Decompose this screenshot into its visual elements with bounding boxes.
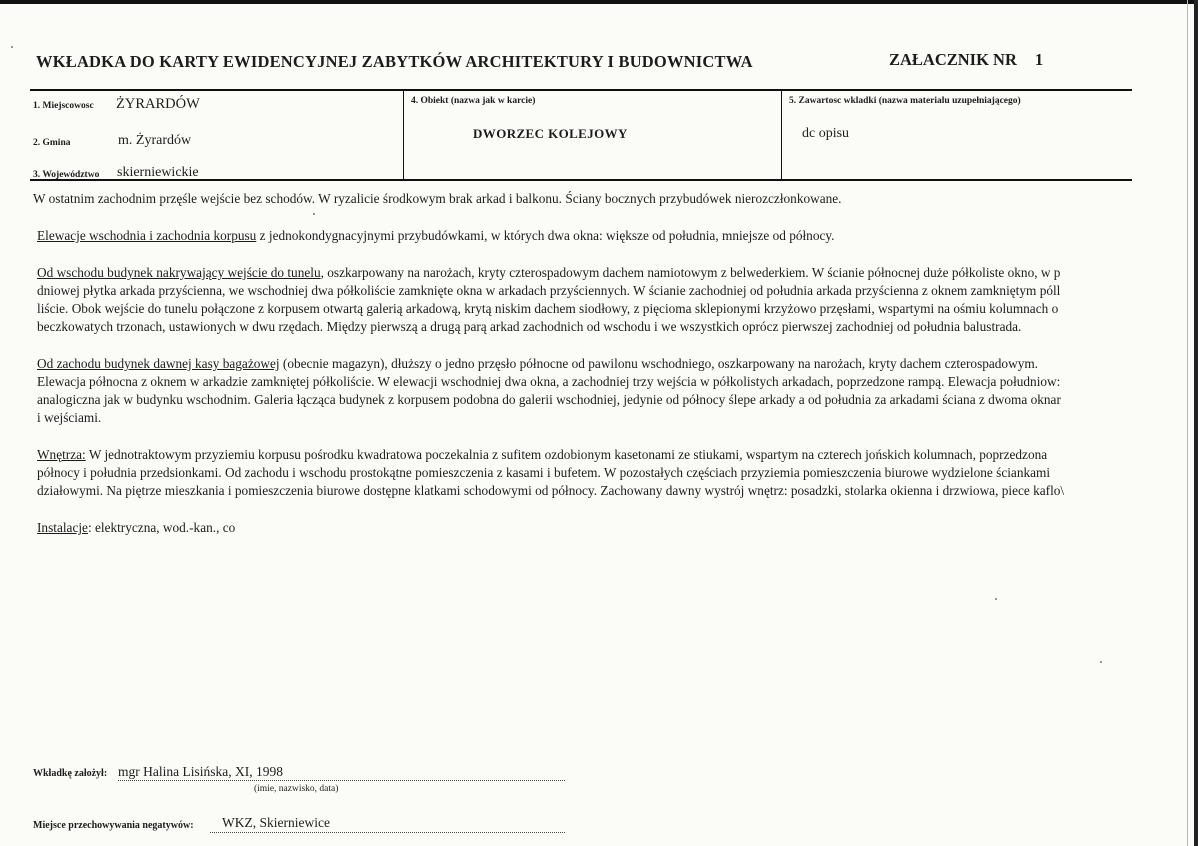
scan-speck: [995, 598, 997, 600]
paragraph-elewacje: [33, 227, 1133, 245]
scan-right-line: [1187, 0, 1188, 846]
annex-label: [889, 50, 1043, 70]
paragraph-zachod: [33, 355, 1133, 427]
annex-number: 1: [1034, 50, 1044, 69]
paragraph-instalacje: [33, 519, 1133, 537]
document-title: WKŁADKA DO KARTY EWIDENCYJNEJ ZABYTKÓW ARCHITEKTURY I BUDOWNICTWA: [36, 52, 753, 71]
obiekt-label: 4. Obiekt (nazwa jak w karcie): [411, 96, 536, 106]
gmina-label: 2. Gmina: [33, 138, 71, 148]
elewacje-heading: Elewacje wschodnia i zachodnia korpusu: [37, 228, 257, 243]
column-divider: [403, 91, 404, 179]
zalozyl-label: Wkładkę założył:: [33, 768, 108, 779]
zachod-line-1: [37, 355, 1133, 373]
annex-label-text: ZAŁACZNIK NR: [889, 50, 1017, 69]
scan-right-edge: [1194, 0, 1198, 846]
scan-speck: [313, 213, 315, 215]
negatywy-label: Miejsce przechowywania negatywów:: [33, 820, 194, 831]
description-body: [33, 190, 1133, 552]
wschod-line-3: liście. Obok wejście do tunelu połączone z korpusem otwartą galerią arkadową, krytą niskim dachem siodłowy, z pięcioma sklepionymi krzyżowo przęsłami, wspartymi na ośmiu kolumnach o: [37, 301, 1059, 316]
wojewodztwo-value: skierniewickie: [117, 165, 199, 180]
header-form-box: [30, 89, 1132, 181]
paragraph-wschod: [33, 264, 1133, 336]
instalacje-heading: Instalacje: [37, 520, 88, 535]
zachod-heading: Od zachodu budynek dawnej kasy bagażowej: [37, 356, 280, 371]
wnetrza-text-1: W jednotraktowym przyziemiu korpusu pośrodku kwadratowa poczekalnia z sufitem ozdobionym kasetonami ze stiukami, wspartym na czterech jońskich kolumnach, poprzedzona: [85, 447, 1048, 462]
zalozyl-dotted-line: [118, 780, 565, 781]
negatywy-dotted-line: [210, 832, 565, 833]
wnetrza-line-2: północy i południa przedsionkami. Od zachodu i wschodu prostokątne pomieszczenia z kasami i bufetem. W pozostałych częściach przyziemia pomieszczenia biurowe wydzielone ściankami: [37, 465, 1051, 480]
wschod-line-1: [37, 264, 1133, 282]
wschod-heading: Od wschodu budynek nakrywający wejście do tunelu: [37, 265, 321, 280]
zalozyl-note: (imie, nazwisko, data): [254, 784, 339, 794]
miejscowosc-value: ŻYRARDÓW: [116, 96, 200, 112]
zachod-line-2: Elewacja północna z oknem w arkadzie zamkniętej półkoliście. W elewacji wschodniej dwa okna, a zachodniej trzy wejścia w półkolistych arkadach, poprzedzone rampą. Elewacja południow:: [37, 374, 1061, 389]
obiekt-value: DWORZEC KOLEJOWY: [473, 126, 628, 141]
paragraph-1-text: W ostatnim zachodnim przęśle wejście bez schodów. W ryzalicie środkowym brak arkad i balkonu. Ściany bocznych przybudówek nierozczłonkowane.: [33, 191, 842, 206]
column-divider: [781, 91, 782, 179]
wschod-text-1: , oszkarpowany na narożach, kryty czterospadowym dachem namiotowym z belwederkiem. W ścianie północnej duże półkoliste okno, w p: [320, 265, 1061, 280]
wnetrza-heading: Wnętrza:: [37, 447, 86, 462]
zalozyl-value: mgr Halina Lisińska, XI, 1998: [118, 764, 283, 779]
wschod-line-2: dniowej płytka arkada przyścienna, we wschodniej dwa półkoliście zamknięte okna w arkadach przyściennych. W ścianie zachodniej od południa arkada przyścienna z oknem zamkniętym póll: [37, 283, 1061, 298]
elewacje-text: z jednokondygnacyjnymi przybudówkami, w których dwa okna: większe od południa, mniejsze od północy.: [256, 228, 835, 243]
paragraph-1: [33, 190, 1133, 208]
negatywy-value: WKZ, Skierniewice: [222, 815, 330, 830]
zachod-line-4: i wejściami.: [37, 410, 102, 425]
instalacje-text: : elektryczna, wod.-kan., co: [87, 520, 236, 535]
scan-speck: [11, 46, 13, 48]
zachod-line-3: analogiczna jak w budynku wschodnim. Galeria łącząca budynek z korpusem podobna do galerii wschodniej, jedynie od północy ślepe arkady a od południa za arkadami ściana z dwoma oknar: [37, 392, 1061, 407]
zawartosc-value: dc opisu: [802, 126, 850, 141]
miejscowosc-label: 1. Miejscowosc: [33, 101, 94, 111]
wschod-line-4: beczkowatych trzonach, ustawionych w dwu rzędach. Między pierwszą a drugą parą arkad zachodnich od wschodu i we wszystkich oprócz pierwszej zachodniej od południa balustrada.: [37, 319, 1022, 334]
zawartosc-label: 5. Zawartosc wkladki (nazwa materialu uzupełniającego): [789, 96, 1021, 106]
zachod-text-1: (obecnie magazyn), dłuższy o jedno przęsło północne od pawilonu wschodniego, oszkarpowany na narożach, kryty dachem czterospadowym.: [279, 356, 1039, 371]
gmina-value: m. Żyrardów: [118, 133, 192, 148]
scan-speck: [1100, 661, 1102, 663]
wnetrza-line-3: działowymi. Na piętrze mieszkania i pomieszczenia biurowe dostępne klatkami schodowymi od północy. Zachowany dawny wystrój wnętrz: posadzki, stolarka okienna i drzwiowa, piece kaflo\: [37, 483, 1065, 498]
paragraph-wnetrza: [33, 446, 1133, 500]
wojewodztwo-label: 3. Województwo: [33, 170, 100, 180]
wnetrza-line-1: [37, 446, 1133, 464]
scan-top-edge: [0, 0, 1198, 4]
